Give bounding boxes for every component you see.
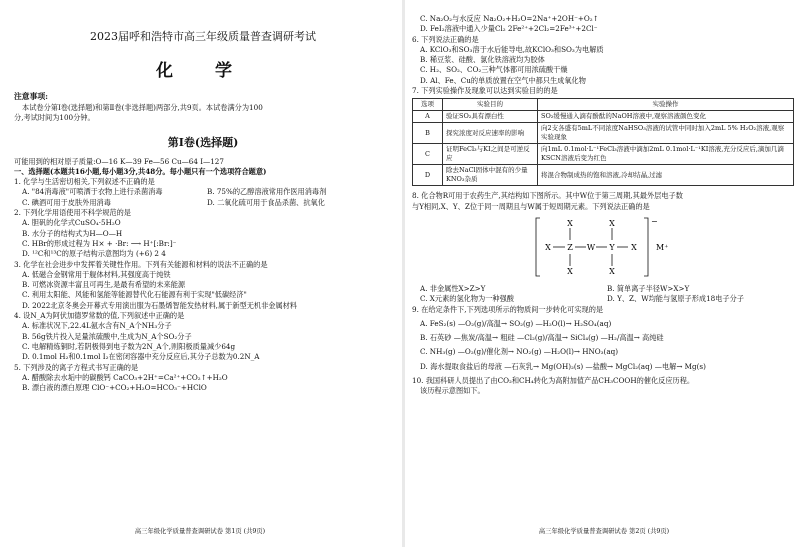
q9-option-b: B. 石英砂 —焦炭/高温→ 粗硅 —Cl₂(g)/高温→ SiCl₄(g) —H₂/高温→ 高纯硅 [420, 333, 664, 343]
table-row [413, 111, 794, 123]
table-header-cell: 实验操作 [538, 99, 794, 111]
q6-option-d: D. Al、Fe、Cu的单质放置在空气中都只生成氧化物 [420, 75, 586, 85]
q6-option-b: B. 稀豆浆、硅酸、氯化铁溶液均为胶体 [420, 55, 545, 65]
q7-stem: 7. 下列实验操作及现象可以达到实验目的的是 [412, 86, 558, 96]
table-cell: C [413, 144, 443, 165]
q4-option-c: C. 电解精炼铜时,若阴极得到电子数为2N_A个,则阳极质量减少64g [22, 341, 236, 351]
table-header-cell: 实验目的 [443, 99, 538, 111]
left-bracket [536, 218, 540, 276]
q1-options-ab [14, 187, 392, 197]
q8-option-d: D. Y、Z、W均能与氢原子形成18电子分子 [607, 294, 744, 304]
q8-option-b: B. 简单离子半径W>X>Y [607, 283, 690, 293]
notes-line: 本试卷分第Ⅰ卷(选择题)和第Ⅱ卷(非选择题)两部分,共9页。本试卷满分为100 [22, 103, 263, 112]
q6-option-a: A. KClO₃和SO₃溶于水后能导电,故KClO₃和SO₃为电解质 [420, 44, 604, 54]
notes-title: 注意事项: [14, 92, 49, 101]
q8-stem: 8. 化合物R可用于农药生产,其结构如下图所示。其中W位于第三周期,其最外层电子数 [412, 191, 683, 201]
page-fold [402, 0, 405, 547]
table-cell: 向2支各盛有5mL不同浓度NaHSO₃溶液的试管中同时加入2mL 5% H₂O₂溶液,观察实验现象 [538, 123, 794, 144]
q9-option-a: A. FeS₂(s) —O₂(g)/高温→ SO₂(g) —H₂O(l)→ H₂SO₄(aq) [420, 318, 612, 328]
atomic-masses: 可能用到的相对原子质量:O—16 K—39 Fe—56 Cu—64 I—127 [14, 156, 224, 166]
table-header-row [413, 99, 794, 111]
q4-option-b: B. 56g铁片投入足量浓硫酸中,生成为N_A个SO₂分子 [22, 331, 192, 341]
q10-stem-cont: 该历程示意图如下。 [420, 386, 485, 396]
anion-charge: − [651, 216, 658, 226]
q1-stem: 1. 化学与生活密切相关,下列叙述不正确的是 [14, 177, 155, 187]
atom-x-top-z: X [567, 218, 573, 228]
table-cell: B [413, 123, 443, 144]
q9-stem: 9. 在给定条件下,下列选项所示的物质间一步转化可实现的是 [412, 304, 604, 314]
q5-option-b: B. 漂白液的漂白原理 ClO⁻+CO₂+H₂O=HCO₃⁻+HClO [22, 383, 207, 393]
q8-structure-diagram [412, 216, 794, 278]
q1-option-a: A. "84消毒液"可喷洒于衣物上进行杀菌消毒 [22, 187, 163, 197]
q6-stem: 6. 下列说法正确的是 [412, 34, 479, 44]
q3-option-a: A. 低磁合金钢常用于舰体材料,其强度高于纯铁 [22, 269, 171, 279]
q5-option-d: D. FeI₂溶液中通入少量Cl₂ 2Fe²⁺+2Cl₂=2Fe³⁺+2Cl⁻ [420, 24, 598, 34]
q1-option-c: C. 碘酒可用于皮肤外用消毒 [22, 197, 111, 207]
q3-option-d: D. 2022北京冬奥会开幕式专用演出服为石墨烯智能发热材料,属于新型无机非金属材料 [22, 300, 298, 310]
q8-option-c: C. X元素的氢化物为一种强酸 [420, 294, 514, 304]
q4-option-a: A. 标准状况下,22.4L氨水含有N_A个NH₃分子 [22, 321, 172, 331]
q9-option-d: D. 海水提取食盐后的母液 —石灰乳→ Mg(OH)₂(s) —盐酸→ MgCl₂(aq) —电解→ Mg(s) [420, 361, 706, 371]
table-cell: SO₂缓慢通入滴有酚酞的NaOH溶液中,观察溶液颜色变化 [538, 111, 794, 123]
q2-option-d: D. ¹²C和¹³C的原子结构示意图均为 (+6) 2 4 [22, 249, 166, 259]
page-footer: 高三年级化学质量普查调研试卷 第2页 (共9页) [538, 528, 670, 535]
q8-stem-cont: 与Y相同,X、Y、Z位于同一周期且与W属于短周期元素。下列说法正确的是 [412, 201, 650, 211]
table-header-cell: 选项 [413, 99, 443, 111]
q7-experiment-table [412, 98, 794, 186]
q8-option-a: A. 非金属性X>Z>Y [420, 283, 486, 293]
q2-option-a: A. 胆矾的化学式CuSO₄·5H₂O [22, 218, 121, 228]
table-cell: 验证SO₂具有漂白性 [443, 111, 538, 123]
q5-option-a: A. 醋酸除去水垢中的碳酸钙 CaCO₃+2H⁺=Ca²⁺+CO₂↑+H₂O [22, 372, 228, 382]
page-footer: 高三年级化学质量普查调研试卷 第1页 (共9页) [134, 528, 266, 535]
table-row [413, 165, 794, 186]
subject-title: 化 学 [156, 61, 250, 81]
table-cell: 除去NaCl固体中混有的少量KNO₃杂质 [443, 165, 538, 186]
q3-option-c: C. 利用太阳能、风能和氢能等能源替代化石能源有利于实现"低碳经济" [22, 290, 247, 300]
right-bracket [644, 218, 648, 276]
q1-option-b: B. 75%的乙醇溶液常用作医用消毒剂 [207, 187, 327, 197]
q5-stem: 5. 下列涉及的离子方程式书写正确的是 [14, 362, 139, 372]
q5-option-c: C. Na₂O₂与水反应 Na₂O₂+H₂O=2Na⁺+2OH⁻+O₂↑ [420, 14, 599, 23]
table-cell: 将混合物制成热的饱和溶液,冷却结晶,过滤 [538, 165, 794, 186]
table-row [413, 144, 794, 165]
q1-options-cd [14, 198, 392, 208]
q9-option-c: C. NH₃(g) —O₂(g)/催化剂→ NO₂(g) —H₂O(l)→ HNO₃(aq) [420, 347, 619, 357]
table-row [413, 123, 794, 144]
right-page [408, 0, 800, 547]
q2-option-c: C. HBr的形成过程为 H× + ·Br: ⟶ H⁺[:Br:]⁻ [22, 238, 177, 248]
table-cell: 证明FeCl₃与KI之间是可逆反应 [443, 144, 538, 165]
atom-x-bottom-w: X [609, 266, 615, 276]
notes-line: 分,考试时间为100分钟。 [14, 113, 95, 123]
part-one-heading: 一、选择题(本题共16小题,每小题3分,共48分。每小题只有一个选项符合题意) [14, 166, 267, 176]
q6-option-c: C. H₂、SO₂、CO₂三种气体都可用浓硫酸干燥 [420, 65, 568, 75]
cation-m: M⁺ [656, 242, 669, 252]
q4-stem: 4. 设N_A为阿伏加德罗常数的值,下列叙述中正确的是 [14, 311, 185, 321]
q10-stem: 10. 我国科研人员提出了由CO₂和CH₄转化为高附加值产品CH₃COOH的催化反应历程。 [412, 376, 695, 386]
section-title: 第Ⅰ卷(选择题) [167, 135, 239, 149]
table-cell: D [413, 165, 443, 186]
q3-option-b: B. 可燃冰资源丰富且可再生,是最有希望的未来能源 [22, 280, 186, 290]
q2-stem: 2. 下列化学用语使用不科学规范的是 [14, 208, 131, 218]
table-cell: 向1mL 0.1mol·L⁻¹FeCl₃溶液中滴加2mL 0.1mol·L⁻¹KI溶液,充分反应后,滴加几滴KSCN溶液后变为红色 [538, 144, 794, 165]
q8-options-ab [412, 284, 794, 294]
structure-svg [532, 216, 682, 278]
q2-option-b: B. 水分子的结构式为H—O—H [22, 228, 123, 238]
atom-w: W [586, 242, 596, 252]
table-cell: A [413, 111, 443, 123]
atom-x-bottom-z: X [567, 266, 573, 276]
exam-title: 2023届呼和浩特市高三年级质量普查调研考试 [90, 30, 316, 43]
atom-z: Z [567, 242, 573, 252]
q4-option-d: D. 0.1mol H₂和0.1mol I₂在密闭容器中充分反应后,其分子总数为0.2N_A [22, 352, 260, 362]
atom-y: Y [609, 242, 615, 252]
atom-x-top-w: X [609, 218, 615, 228]
table-cell: 探究浓度对反应速率的影响 [443, 123, 538, 144]
q1-option-d: D. 二氧化硫可用于食品杀菌、抗氧化 [207, 197, 325, 207]
q8-options-cd [412, 294, 794, 304]
atom-x-right: X [631, 242, 637, 252]
q3-stem: 3. 化学在社会进步中发挥着关键性作用。下列有关能源和材料的说法不正确的是 [14, 259, 268, 269]
atom-x-left: X [545, 242, 551, 252]
